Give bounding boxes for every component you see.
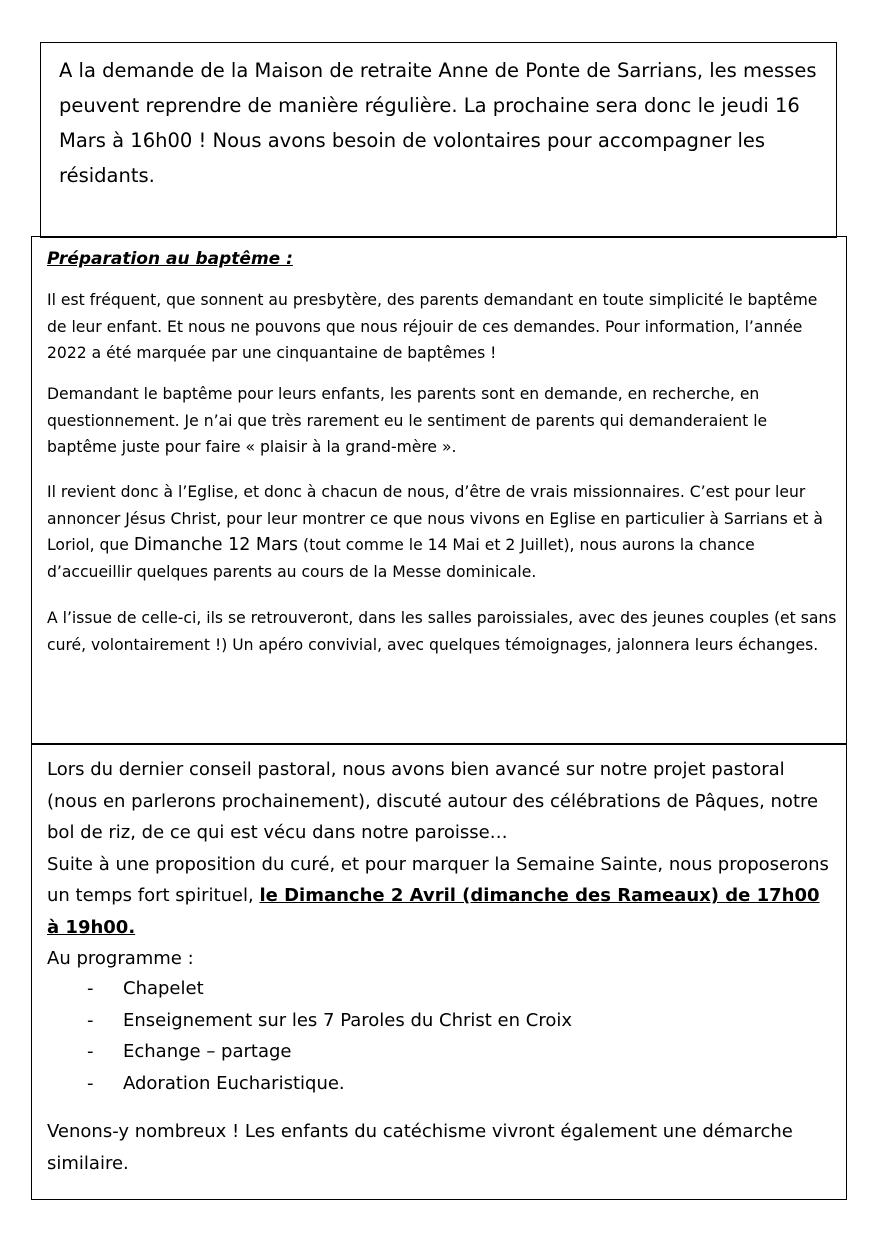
- pastoral-council-text: [47, 754, 837, 975]
- dash-bullet: -: [87, 1009, 94, 1031]
- closing-text: Venons-y nombreux ! Les enfants du catéchisme vivront également une démarche similaire.: [47, 1121, 793, 1174]
- dash-bullet: -: [87, 978, 94, 999]
- pastoral-council-box: [31, 743, 847, 1200]
- program-item: [47, 1036, 572, 1068]
- program-item-label: Enseignement sur les 7 Paroles du Christ en Croix: [123, 1009, 572, 1031]
- program-item: [47, 973, 572, 1005]
- program-label: Au programme :: [47, 948, 194, 969]
- retirement-home-notice-text: A la demande de la Maison de retraite Anne de Ponte de Sarrians, les messes peuvent reprendre de manière régulière. La prochaine sera donc le jeudi 16 Mars à 16h00 ! Nous avons besoin de volontaires pour accompagner les résidants.: [59, 59, 817, 187]
- pastoral-intro-2: Suite à une proposition du curé, et pour marquer la Semaine Sainte, nous proposerons un temps fort spirituel,: [47, 853, 829, 906]
- program-item-label: Chapelet: [123, 978, 204, 999]
- baptism-paragraph-1: Il est fréquent, que sonnent au presbytère, des parents demandant en toute simplicité le baptême de leur enfant. Et nous ne pouvons que nous réjouir de ces demandes. Pour information, l’année 2022 a été marquée par une cinquantaine de baptêmes !: [47, 291, 818, 362]
- baptism-paragraph-3: [47, 479, 837, 585]
- baptism-preparation-box: [31, 236, 847, 745]
- retirement-home-notice-box: [40, 42, 837, 238]
- program-item: [47, 1068, 572, 1100]
- palm-sunday-event: le Dimanche 2 Avril (dimanche des Rameaux) de 17h00 à 19h00.: [47, 885, 820, 938]
- baptism-paragraph-3-start: Il revient donc à l’Eglise, et donc à chacun de nous, d’être de vrais missionnaires. C’est pour leur annoncer Jésus Christ, pour leur montrer ce que nous vivons en Eglise en particulier à Sarrians et à Loriol, que: [47, 483, 823, 554]
- program-item: [47, 1005, 572, 1037]
- program-item-label: Adoration Eucharistique.: [123, 1072, 345, 1094]
- baptism-date: Dimanche 12 Mars: [133, 535, 299, 555]
- program-item-label: Echange – partage: [123, 1041, 292, 1062]
- baptism-paragraph-3-end: (tout comme le 14 Mai et 2 Juillet), nous aurons la chance d’accueillir quelques parents au cours de la Messe dominicale.: [47, 536, 755, 581]
- baptism-section-title: Préparation au baptême :: [47, 249, 293, 269]
- program-list: [47, 973, 572, 1099]
- dash-bullet: -: [87, 1072, 94, 1094]
- dash-bullet: -: [87, 1041, 94, 1062]
- baptism-paragraph-4: A l’issue de celle-ci, ils se retrouveront, dans les salles paroissiales, avec des jeunes couples (et sans curé, volontairement !) Un apéro convivial, avec quelques témoignages, jalonnera leurs échanges.: [47, 609, 837, 654]
- pastoral-intro-1: Lors du dernier conseil pastoral, nous avons bien avancé sur notre projet pastoral (nous en parlerons prochainement), discuté autour des célébrations de Pâques, notre bol de riz, de ce qui est vécu dans notre paroisse…: [47, 759, 819, 843]
- baptism-paragraph-2: Demandant le baptême pour leurs enfants, les parents sont en demande, en recherche, en questionnement. Je n’ai que très rarement eu le sentiment de parents qui demanderaient le baptême juste pour faire « plaisir à la grand-mère ».: [47, 385, 768, 456]
